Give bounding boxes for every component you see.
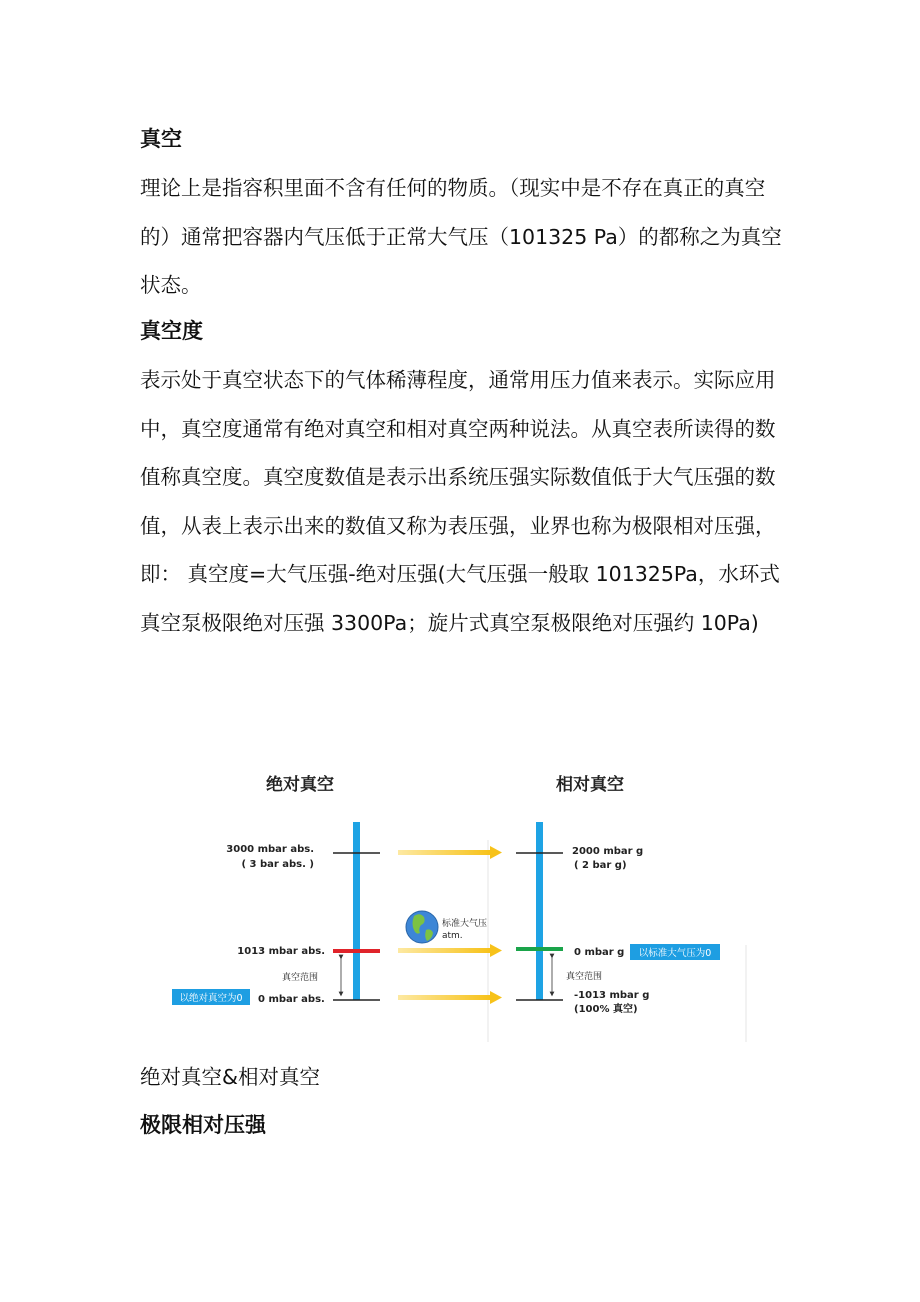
left-range-label: 真空范围 [282, 973, 319, 983]
paragraph-vacuum: 理论上是指容积里面不含有任何的物质。（现实中是不存在真正的真空的）通常把容器内气压低于正常大气压（101325 Pa）的都称之为真空状态。 [140, 176, 782, 297]
arrow-bottom [398, 991, 502, 1004]
heading-ultimate-relative-pressure: 极限相对压强 [140, 1113, 266, 1137]
figure-caption: 绝对真空&相对真空 [140, 1065, 320, 1089]
right-bottom-label: -1013 mbar g [574, 990, 650, 1001]
heading-vacuum: 真空 [140, 127, 182, 151]
globe-label: 标准大气压 [442, 919, 488, 929]
globe-sub: atm. [442, 931, 463, 941]
right-top-sub: ( 2 bar g) [574, 860, 627, 871]
right-mid-label: 0 mbar g [574, 947, 625, 958]
right-scale-bar [536, 822, 543, 1000]
paragraph-vacuum-degree: 表示处于真空状态下的气体稀薄程度，通常用压力值来表示。实际应用中，真空度通常有绝对真空和相对真空两种说法。从真空表所读得的数值称真空度。真空度数值是表示出系统压强实际数值低于大气压强的数值，从表上表示出来的数值又称为表压强，业界也称为极限相对压强，即： 真空度=大气压强-绝对压强(大气压强一般取 101325Pa，水环式真空泵极限绝对压强 3300Pa；旋片式真空泵极限绝对压强约 10Pa) [140, 368, 780, 635]
left-scale-bar [353, 822, 360, 1000]
arrow-top [398, 846, 502, 859]
right-badge-text: 以标准大气压为0 [638, 948, 712, 959]
left-badge-text: 以绝对真空为0 [179, 993, 243, 1004]
left-top-label: 3000 mbar abs. [226, 844, 314, 855]
heading-vacuum-degree: 真空度 [140, 319, 203, 343]
right-top-label: 2000 mbar g [572, 846, 644, 857]
left-title: 绝对真空 [266, 775, 334, 795]
right-range-label: 真空范围 [566, 972, 603, 982]
left-zero-label: 0 mbar abs. [258, 994, 325, 1005]
vacuum-diagram [160, 760, 760, 1050]
right-bottom-sub: (100% 真空) [574, 1004, 638, 1015]
right-title: 相对真空 [556, 775, 624, 795]
left-mid-label: 1013 mbar abs. [237, 946, 325, 957]
globe-icon [406, 911, 438, 943]
left-top-sub: ( 3 bar abs. ) [241, 859, 314, 870]
arrow-atm [398, 944, 502, 957]
